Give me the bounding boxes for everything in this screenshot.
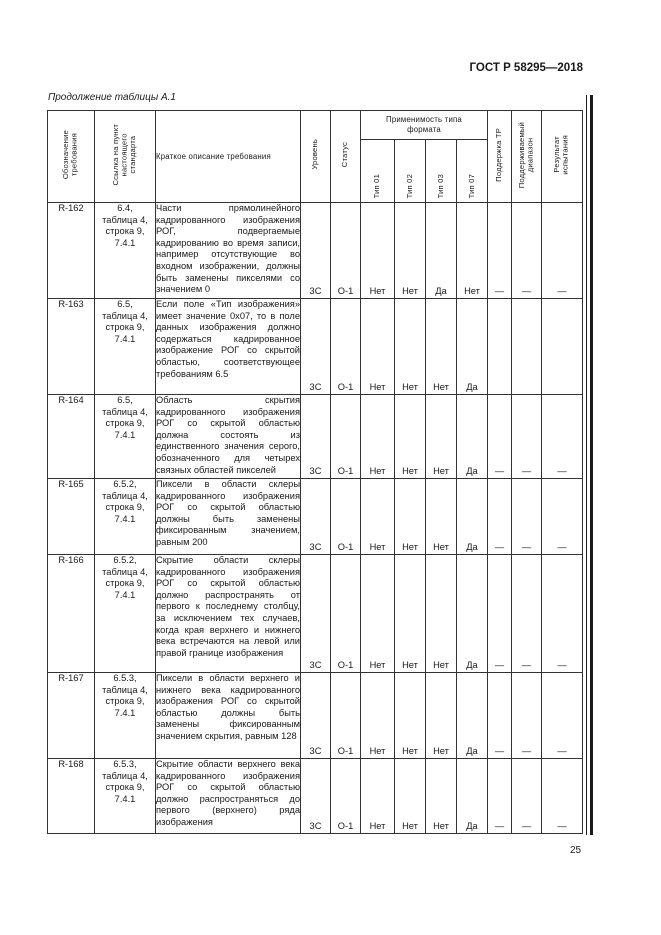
range-cell <box>512 299 542 395</box>
col-header-type03: Тип 03 <box>426 140 457 203</box>
type07-cell: Да <box>457 555 488 673</box>
tr-support-cell: — <box>488 555 512 673</box>
col-header-status: Статус <box>331 111 361 203</box>
range-cell: — <box>512 555 542 673</box>
type01-cell: Нет <box>361 395 395 479</box>
type07-cell: Да <box>457 479 488 555</box>
level-cell: 3С <box>301 203 331 299</box>
requirement-id: R-168 <box>48 759 95 834</box>
requirement-ref: 6.4, таблица 4, строка 9, 7.4.1 <box>95 203 156 299</box>
type03-cell: Нет <box>426 673 457 759</box>
tr-support-cell <box>488 299 512 395</box>
status-cell: О-1 <box>331 203 361 299</box>
col-header-id: Обозначение требования <box>48 111 95 203</box>
table-row <box>48 479 583 555</box>
level-cell: 3С <box>301 395 331 479</box>
requirement-ref: 6.5.2, таблица 4, строка 9, 7.4.1 <box>95 479 156 555</box>
col-header-type07: Тип 07 <box>457 140 488 203</box>
type07-cell: Да <box>457 759 488 834</box>
level-cell: 3С <box>301 299 331 395</box>
type07-cell: Да <box>457 395 488 479</box>
level-cell: 3С <box>301 673 331 759</box>
type02-cell: Нет <box>395 673 426 759</box>
type01-cell: Нет <box>361 299 395 395</box>
table-row <box>48 395 583 479</box>
frame-line-thick <box>590 95 593 835</box>
requirement-desc: Пиксели в области склеры кадрированного изображения РОГ со скрытой областью должны быть заменены фиксированным значением, равным 200 <box>156 479 301 555</box>
type02-cell: Нет <box>395 759 426 834</box>
col-header-desc: Краткое описание требования <box>156 111 301 203</box>
type02-cell: Нет <box>395 555 426 673</box>
result-cell: — <box>542 203 583 299</box>
range-cell: — <box>512 759 542 834</box>
requirement-id: R-167 <box>48 673 95 759</box>
type01-cell: Нет <box>361 555 395 673</box>
requirement-id: R-166 <box>48 555 95 673</box>
tr-support-cell: — <box>488 759 512 834</box>
type02-cell: Нет <box>395 299 426 395</box>
type07-cell: Да <box>457 299 488 395</box>
document-id: ГОСТ Р 58295—2018 <box>469 62 583 74</box>
table-caption: Продолжение таблицы А.1 <box>48 92 176 103</box>
tr-support-cell: — <box>488 673 512 759</box>
status-cell: О-1 <box>331 759 361 834</box>
requirement-desc: Части прямолинейного кадрированного изображения РОГ, подвергаемые кадрированию во время записи, например отсутствующие во входном изображении, должны быть заменены пикселями со значением 0 <box>156 203 301 299</box>
col-header-level: Уровень <box>301 111 331 203</box>
status-cell: О-1 <box>331 673 361 759</box>
tr-support-cell: — <box>488 479 512 555</box>
type01-cell: Нет <box>361 203 395 299</box>
requirement-ref: 6.5.2, таблица 4, строка 9, 7.4.1 <box>95 555 156 673</box>
type03-cell: Нет <box>426 479 457 555</box>
type03-cell: Нет <box>426 555 457 673</box>
type07-cell: Нет <box>457 203 488 299</box>
range-cell: — <box>512 479 542 555</box>
result-cell: — <box>542 759 583 834</box>
col-header-ref: Ссылка на пункт настоящего стандарта <box>95 111 156 203</box>
status-cell: О-1 <box>331 299 361 395</box>
result-cell: — <box>542 673 583 759</box>
table-row <box>48 203 583 299</box>
type03-cell: Нет <box>426 395 457 479</box>
level-cell: 3С <box>301 555 331 673</box>
tr-support-cell: — <box>488 203 512 299</box>
requirement-id: R-165 <box>48 479 95 555</box>
result-cell <box>542 299 583 395</box>
type02-cell: Нет <box>395 395 426 479</box>
requirement-ref: 6.5.3, таблица 4, строка 9, 7.4.1 <box>95 673 156 759</box>
range-cell: — <box>512 673 542 759</box>
col-header-tr-support: Поддержка ТР <box>488 111 512 203</box>
status-cell: О-1 <box>331 395 361 479</box>
requirement-desc: Скрытие области верхнего века кадрированного изображения РОГ со скрытой областью должно распространяться до первого (верхнего) ряда изображения <box>156 759 301 834</box>
type07-cell: Да <box>457 673 488 759</box>
level-cell: 3С <box>301 759 331 834</box>
requirements-table <box>47 110 583 834</box>
table-row <box>48 673 583 759</box>
result-cell: — <box>542 555 583 673</box>
range-cell: — <box>512 395 542 479</box>
type02-cell: Нет <box>395 203 426 299</box>
requirement-desc: Если поле «Тип изображения» имеет значение 0x07, то в поле данных изображения должно содержаться кадрированное изображение РОГ со скрытой областью, соответствующее требованиям 6.5 <box>156 299 301 395</box>
status-cell: О-1 <box>331 479 361 555</box>
requirement-desc: Скрытие области склеры кадрированного изображения РОГ со скрытой областью должно распространять от первого к последнему столбцу, за исключением тех случаев, когда края верхнего и нижнего века встречаются на левой или правой границе изображения <box>156 555 301 673</box>
status-cell: О-1 <box>331 555 361 673</box>
table-row <box>48 759 583 834</box>
col-header-result: Результат испытания <box>542 111 583 203</box>
requirement-desc: Пиксели в области верхнего и нижнего века кадрированного изображения РОГ со скрытой областью должны быть заменены фиксированным значением скрытия, равным 128 <box>156 673 301 759</box>
level-cell: 3С <box>301 479 331 555</box>
requirement-ref: 6.5, таблица 4, строка 9, 7.4.1 <box>95 299 156 395</box>
page-number: 25 <box>570 845 582 856</box>
requirement-id: R-163 <box>48 299 95 395</box>
requirement-ref: 6.5, таблица 4, строка 9, 7.4.1 <box>95 395 156 479</box>
range-cell: — <box>512 203 542 299</box>
tr-support-cell: — <box>488 395 512 479</box>
requirement-id: R-164 <box>48 395 95 479</box>
requirement-ref: 6.5.3, таблица 4, строка 9, 7.4.1 <box>95 759 156 834</box>
requirement-desc: Область скрытия кадрированного изображения РОГ со скрытой областью должна состоять из единственного значения серого, обозначенного для четырех связных областей пикселей <box>156 395 301 479</box>
type02-cell: Нет <box>395 479 426 555</box>
col-header-applicability: Применимость типа формата <box>361 111 488 140</box>
type01-cell: Нет <box>361 759 395 834</box>
type03-cell: Да <box>426 203 457 299</box>
type03-cell: Нет <box>426 759 457 834</box>
table-row <box>48 555 583 673</box>
type03-cell: Нет <box>426 299 457 395</box>
header-row <box>48 111 583 140</box>
frame-border <box>586 95 595 835</box>
requirement-id: R-162 <box>48 203 95 299</box>
type01-cell: Нет <box>361 673 395 759</box>
col-header-type01: Тип 01 <box>361 140 395 203</box>
type01-cell: Нет <box>361 479 395 555</box>
table-row <box>48 299 583 395</box>
frame-line-thin <box>586 95 587 835</box>
result-cell: — <box>542 479 583 555</box>
col-header-type02: Тип 02 <box>395 140 426 203</box>
col-header-range: Поддерживаемый диапазон <box>512 111 542 203</box>
result-cell: — <box>542 395 583 479</box>
